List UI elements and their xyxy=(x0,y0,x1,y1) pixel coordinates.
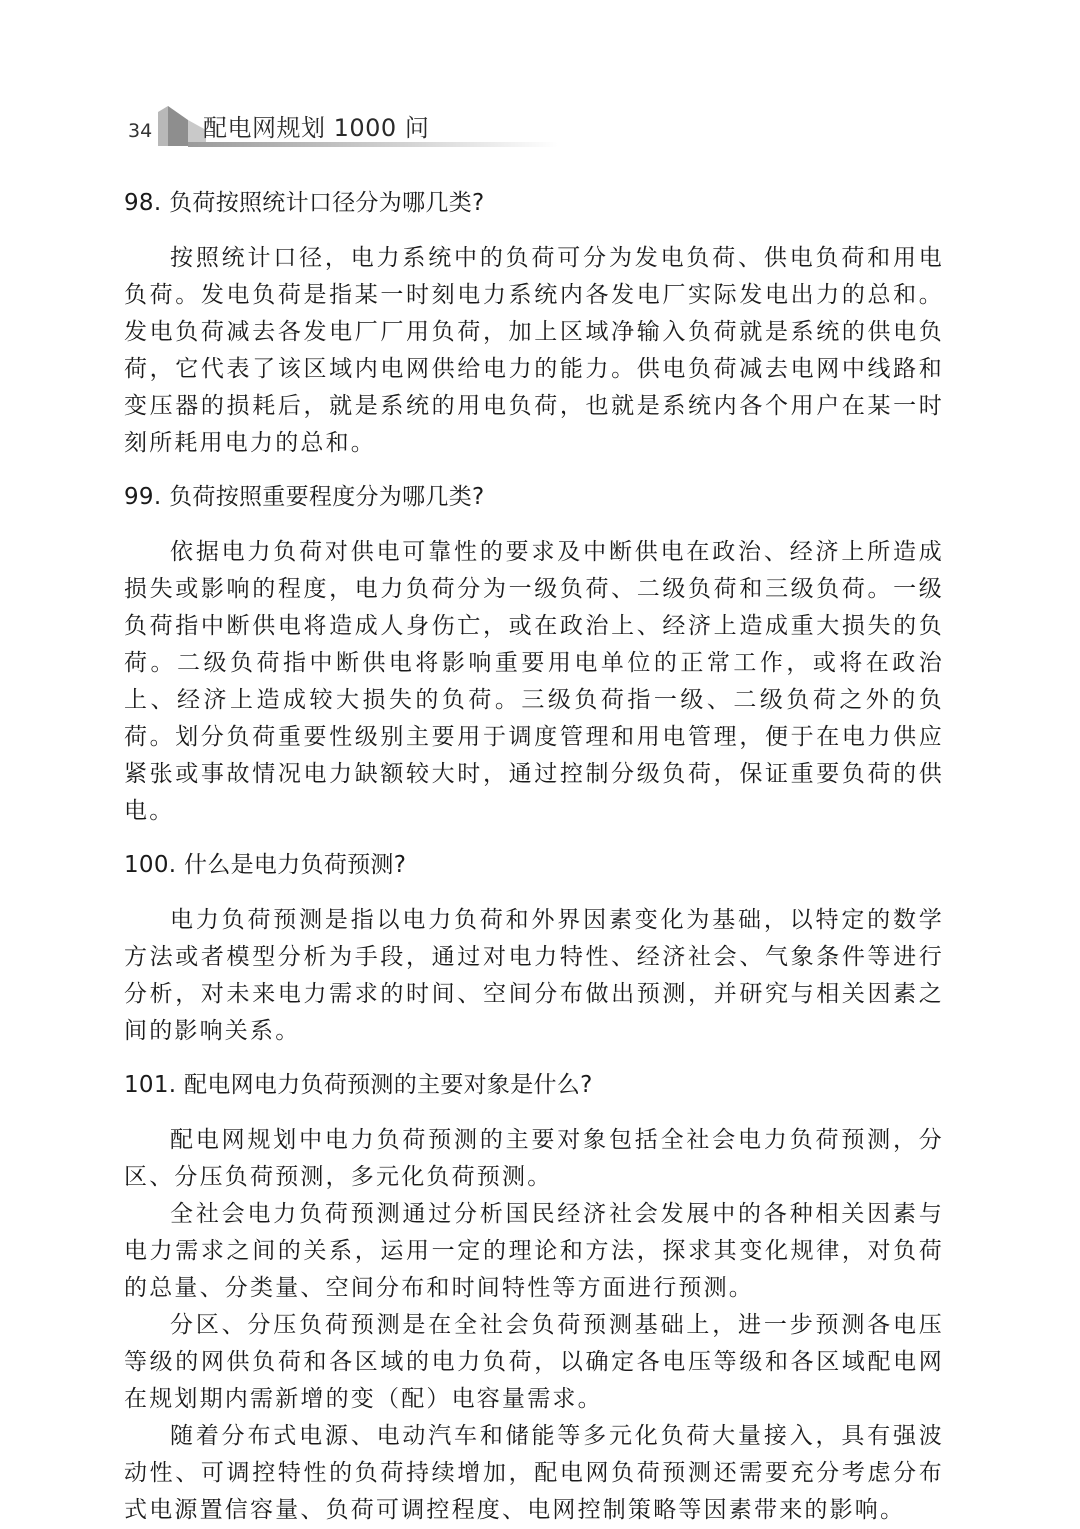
qa-section-101 xyxy=(124,1068,944,1529)
page-number: 34 xyxy=(128,120,153,142)
question-heading: 101. 配电网电力负荷预测的主要对象是什么? xyxy=(124,1072,593,1098)
answer-body xyxy=(124,240,944,462)
answer-paragraph: 配电网规划中电力负荷预测的主要对象包括全社会电力负荷预测，分区、分压负荷预测，多元化负荷预测。 xyxy=(124,1127,944,1190)
page-content xyxy=(124,186,944,1529)
answer-paragraph: 电力负荷预测是指以电力负荷和外界因素变化为基础，以特定的数学方法或者模型分析为手段，通过对电力特性、经济社会、气象条件等进行分析，对未来电力需求的时间、空间分布做出预测，并研究与相关因素之间的影响关系。 xyxy=(124,907,944,1044)
answer-body xyxy=(124,534,944,830)
answer-body xyxy=(124,1122,944,1529)
answer-paragraph: 按照统计口径，电力系统中的负荷可分为发电负荷、供电负荷和用电负荷。发电负荷是指某一时刻电力系统内各发电厂实际发电出力的总和。发电负荷减去各发电厂厂用负荷，加上区域净输入负荷就是系统的供电负荷，它代表了该区域内电网供给电力的能力。供电负荷减去电网中线路和变压器的损耗后，就是系统的用电负荷，也就是系统内各个用户在某一时刻所耗用电力的总和。 xyxy=(124,245,944,456)
qa-section-100 xyxy=(124,848,944,1050)
answer-paragraph: 随着分布式电源、电动汽车和储能等多元化负荷大量接入，具有强波动性、可调控特性的负荷持续增加，配电网负荷预测还需要充分考虑分布式电源置信容量、负荷可调控程度、电网控制策略等因素带来的影响。 xyxy=(124,1423,944,1523)
question-heading: 98. 负荷按照统计口径分为哪几类? xyxy=(124,190,485,216)
answer-body xyxy=(124,902,944,1050)
question-heading: 99. 负荷按照重要程度分为哪几类? xyxy=(124,484,485,510)
answer-paragraph: 分区、分压负荷预测是在全社会负荷预测基础上，进一步预测各电压等级的网供负荷和各区域的电力负荷，以确定各电压等级和各区域配电网在规划期内需新增的变（配）电容量需求。 xyxy=(124,1312,944,1412)
answer-paragraph: 依据电力负荷对供电可靠性的要求及中断供电在政治、经济上所造成损失或影响的程度，电力负荷分为一级负荷、二级负荷和三级负荷。一级负荷指中断供电将造成人身伤亡，或在政治上、经济上造成重大损失的负荷。二级负荷指中断供电将影响重要用电单位的正常工作，或将在政治上、经济上造成较大损失的负荷。三级负荷指一级、二级负荷之外的负荷。划分负荷重要性级别主要用于调度管理和用电管理，便于在电力供应紧张或事故情况电力缺额较大时，通过控制分级负荷，保证重要负荷的供电。 xyxy=(124,539,944,824)
qa-section-98 xyxy=(124,186,944,462)
page-header xyxy=(0,0,1080,150)
question-heading: 100. 什么是电力负荷预测? xyxy=(124,852,407,878)
book-title: 配电网规划 1000 问 xyxy=(203,114,430,142)
answer-paragraph: 全社会电力负荷预测通过分析国民经济社会发展中的各种相关因素与电力需求之间的关系，运用一定的理论和方法，探求其变化规律，对负荷的总量、分类量、空间分布和时间特性等方面进行预测。 xyxy=(124,1201,944,1301)
qa-section-99 xyxy=(124,480,944,830)
